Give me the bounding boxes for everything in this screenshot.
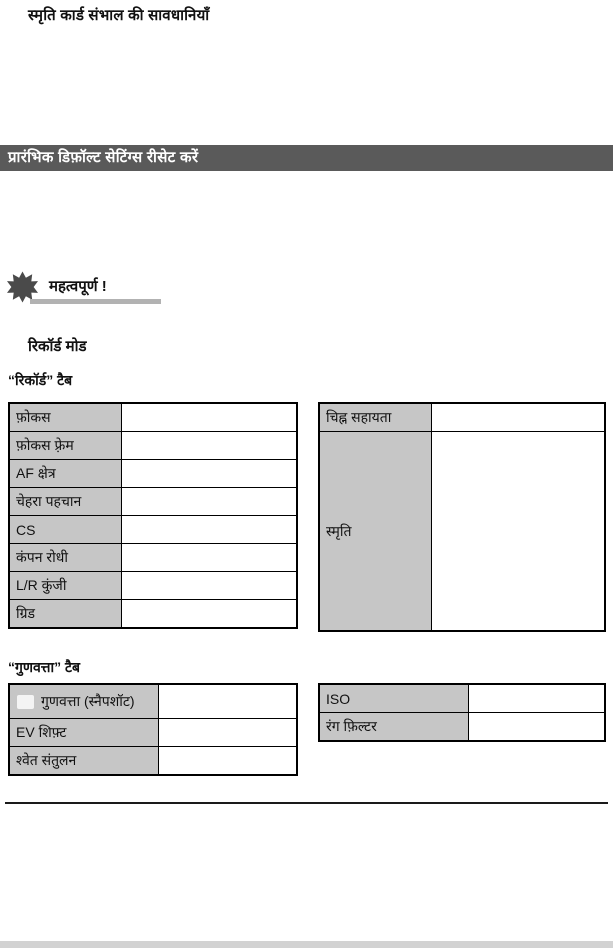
setting-label-white-balance: श्वेत संतुलन — [9, 747, 159, 776]
setting-label-iso: ISO — [319, 684, 469, 713]
setting-value-cell — [469, 684, 606, 713]
record-mode-heading: रिकॉर्ड मोड — [28, 338, 87, 355]
setting-value-cell — [159, 719, 298, 747]
setting-label-memory: स्मृति — [319, 432, 432, 632]
table-row — [9, 432, 297, 460]
setting-label-icon-help: चिह्न सहायता — [319, 403, 432, 432]
table-row — [319, 403, 605, 432]
setting-label-text: गुणवत्ता (स्नैपशॉट) — [41, 693, 135, 709]
setting-value-cell — [432, 432, 606, 632]
setting-label-color-filter: रंग फ़िल्टर — [319, 713, 469, 742]
setting-value-cell — [122, 516, 298, 544]
quality-tab-settings-table-right — [318, 683, 606, 742]
setting-value-cell — [432, 403, 606, 432]
setting-value-cell — [122, 432, 298, 460]
setting-value-cell — [122, 572, 298, 600]
setting-value-cell — [122, 600, 298, 629]
setting-label-focus-frame: फ़ोकस फ़्रेम — [9, 432, 122, 460]
table-row — [319, 432, 605, 632]
table-row — [9, 403, 297, 432]
setting-label-grid: ग्रिड — [9, 600, 122, 629]
setting-value-cell — [122, 460, 298, 488]
record-tab-heading: “रिकॉर्ड” टैब — [8, 372, 73, 388]
setting-value-cell — [469, 713, 606, 742]
quality-tab-settings-table-left — [8, 683, 298, 776]
setting-value-cell — [159, 684, 298, 719]
table-row — [319, 684, 605, 713]
table-row — [9, 600, 297, 629]
setting-value-cell — [122, 403, 298, 432]
page-title: स्मृति कार्ड संभाल की सावधानियाँ — [28, 7, 210, 24]
setting-value-cell — [159, 747, 298, 776]
record-tab-settings-table-left — [8, 402, 298, 629]
setting-label-ev-shift: EV शिफ़्ट — [9, 719, 159, 747]
table-row — [9, 572, 297, 600]
important-underline — [30, 299, 161, 304]
page-footer-bar — [0, 941, 613, 948]
quality-tab-heading: “गुणवत्ता” टैब — [8, 659, 81, 675]
setting-label-lr-key: L/R कुंजी — [9, 572, 122, 600]
table-row — [9, 747, 297, 776]
snapshot-quality-icon — [17, 695, 34, 709]
table-row — [9, 684, 297, 719]
setting-label-anti-shake: कंपन रोधी — [9, 544, 122, 572]
record-tab-settings-table-right — [318, 402, 606, 632]
setting-value-cell — [122, 488, 298, 516]
setting-label-focus: फ़ोकस — [9, 403, 122, 432]
section-header-bar: प्रारंभिक डिफ़ॉल्ट सेटिंग्स रीसेट करें — [0, 145, 613, 171]
setting-label-face-detection: चेहरा पहचान — [9, 488, 122, 516]
section-divider-rule — [5, 802, 608, 804]
table-row — [9, 516, 297, 544]
table-row — [9, 460, 297, 488]
setting-label-af-area: AF क्षेत्र — [9, 460, 122, 488]
setting-label-quality-snapshot — [9, 684, 159, 719]
table-row — [319, 713, 605, 742]
important-callout — [0, 268, 260, 313]
table-row — [9, 544, 297, 572]
important-label: महत्वपूर्ण ! — [49, 278, 107, 295]
table-row — [9, 719, 297, 747]
setting-label-cs: CS — [9, 516, 122, 544]
setting-value-cell — [122, 544, 298, 572]
table-row — [9, 488, 297, 516]
